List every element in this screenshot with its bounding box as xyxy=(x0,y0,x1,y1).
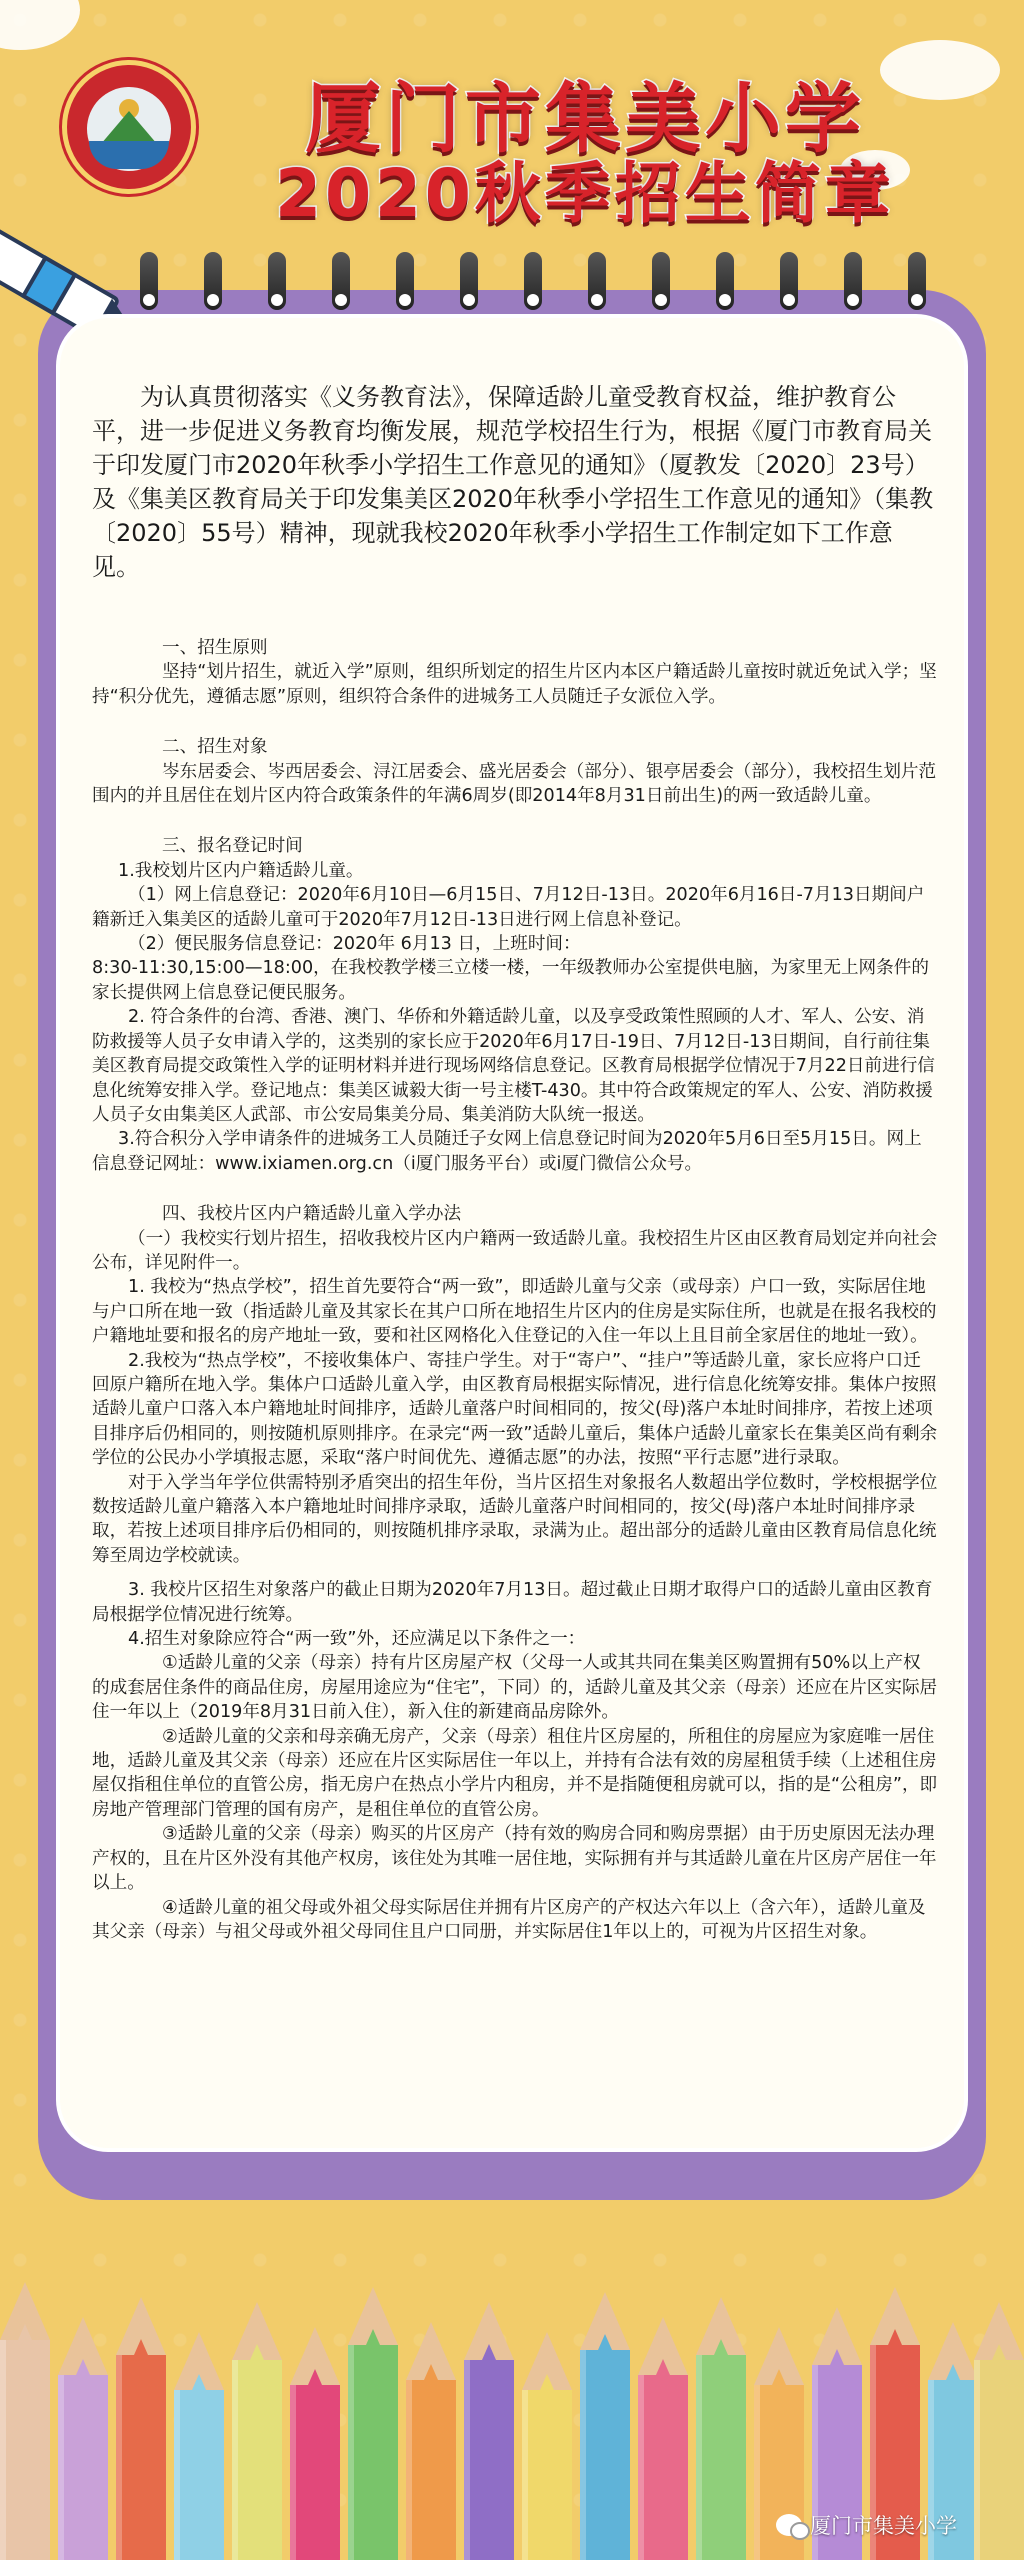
wechat-icon xyxy=(776,2514,802,2536)
page-title: 厦门市集美小学 xyxy=(305,74,865,163)
section-paragraph: ②适龄儿童的父亲和母亲确无房产，父亲（母亲）租住片区房屋的，所租住的房屋应为家庭唯一居住地，适龄儿童及其父亲（母亲）还应在片区实际居住一年以上，并持有合法有效的房屋租赁手续（上述租住房屋仅指租住单位的直管公房，指无房户在热点小学片内租房，并不是指随便租房就可以，指的是“公租房”，即房地产管理部门管理的国有房产，是租住单位的直管公房。 xyxy=(92,1726,938,1820)
section-title: 四、我校片区内户籍适龄儿童入学办法 xyxy=(162,1204,462,1225)
section-title: 二、招生对象 xyxy=(162,737,268,758)
watermark-text: 厦门市集美小学 xyxy=(810,2514,957,2538)
page-subtitle: 2020秋季招生简章 xyxy=(275,155,895,232)
section-title: 一、招生原则 xyxy=(162,638,268,658)
section-paragraph: 3.符合积分入学申请条件的进城务工人员随迁子女网上信息登记时间为2020年5月6日至5月15日。网上信息登记网址：www.ixiamen.org.cn（i厦门服务平台）或i厦门微信公众号。 xyxy=(92,1129,922,1174)
section-paragraph: 坚持“划片招生，就近入学”原则，组织所划定的招生片区内本区户籍适龄儿童按时就近免试入学；坚持“积分优先，遵循志愿”原则，组织符合条件的进城务工人员随迁子女派位入学。 xyxy=(92,662,937,707)
wechat-watermark xyxy=(776,2510,957,2540)
section-paragraph: （1）网上信息登记：2020年6月10日—6月15日、7月12日-13日。2020年6月16日-7月13日期间户籍新迁入集美区的适龄儿童可于2020年7月12日-13日进行网上信息补登记。 xyxy=(92,885,925,930)
section-paragraph: 8:30-11:30,15:00—18:00，在我校教学楼三立楼一楼，一年级教师办公室提供电脑，为家里无上网条件的家长提供网上信息登记便民服务。 xyxy=(92,958,929,1003)
school-logo xyxy=(62,60,196,194)
section-paragraph: ①适龄儿童的父亲（母亲）持有片区房屋产权（父母一人或其共同在集美区购置拥有50%以上产权的成套居住条件的商品住房，房屋用途应为“住宅”，下同）的，适龄儿童及其父亲（母亲）还应在片区实际居住一年以上（2019年8月31日前入住），新入住的新建商品房除外。 xyxy=(92,1653,938,1723)
section-paragraph: 对于入学当年学位供需特别矛盾突出的招生年份，当片区招生对象报名人数超出学位数时，学校根据学位数按适龄儿童户籍落入本户籍地址时间排序录取，适龄儿童落户时间相同的，按父(母)落户本址时间排序录取，若按上述项目排序后仍相同的，则按随机排序录取，录满为止。超出部分的适龄儿童由区教育局信息化统筹至周边学校就读。 xyxy=(92,1472,938,1566)
section-paragraph: ③适龄儿童的父亲（母亲）购买的片区房产（持有效的购房合同和购房票据）由于历史原因无法办理产权的，且在片区外没有其他产权房，该住处为其唯一居住地，实际拥有并与其适龄儿童在片区房产居住一年以上。 xyxy=(92,1824,937,1894)
section-paragraph: 2.我校为“热点学校”，不接收集体户、寄挂户学生。对于“寄户”、“挂户”等适龄儿童，家长应将户口迁回原户籍所在地入学。集体户口适龄儿童入学，由区教育局根据实际情况，进行信息化统筹安排。集体户按照适龄儿童户口落入本户籍地址时间排序，适龄儿童落户时间相同的，按父(母)落户本址时间排序，若按上述项目排序后仍相同的，则按随机原则排序。在录完“两一致”适龄儿童后，集体户适龄儿童家长在集美区尚有剩余学位的公民办小学填报志愿，采取“落户时间优先、遵循志愿”的办法，按照“平行志愿”进行录取。 xyxy=(92,1350,938,1469)
section-paragraph: 4.招生对象除应符合“两一致”外，还应满足以下条件之一： xyxy=(128,1629,586,1650)
section-admission-method xyxy=(92,1202,938,1944)
section-paragraph: （一）我校实行划片招生，招收我校片区内户籍两一致适龄儿童。我校招生片区由区教育局划定并向社会公布，详见附件一。 xyxy=(92,1228,938,1273)
section-paragraph: 3. 我校片区招生对象落户的截止日期为2020年7月13日。超过截止日期才取得户口的适龄儿童由区教育局根据学位情况进行统筹。 xyxy=(92,1580,933,1625)
section-paragraph: 2. 符合条件的台湾、香港、澳门、华侨和外籍适龄儿童，以及享受政策性照顾的人才、军人、公安、消防救援等人员子女申请入学的，这类别的家长应于2020年6月17日-19日、7月12日-13日期间，自行前往集美区教育局提交政策性入学的证明材料并进行现场网络信息登记。区教育局根据学位情况于7月22日前进行信息化统筹安排入学。登记地点：集美区诚毅大街一号主楼T-430。其中符合政策规定的军人、公安、消防救援人员子女由集美区人武部、市公安局集美分局、集美消防大队统一报送。 xyxy=(92,1007,935,1125)
section-enrollment-principle xyxy=(92,636,938,709)
section-title: 三、报名登记时间 xyxy=(162,836,303,857)
section-registration-time xyxy=(92,834,938,1176)
section-paragraph: 1.我校划片区内户籍适龄儿童。 xyxy=(118,860,364,881)
section-paragraph: 1. 我校为“热点学校”，招生首先要符合“两一致”，即适龄儿童与父亲（或母亲）户口一致，实际居住地与户口所在地一致（指适龄儿童及其家长在其户口所在地招生片区内的住房是实际住所，也就是在报名我校的户籍地址要和报名的房产地址一致，要和社区网格化入住登记的入住一年以上且目前全家居住的地址一致）。 xyxy=(92,1277,937,1347)
article-body xyxy=(92,380,938,1944)
section-paragraph: ④适龄儿童的祖父母或外祖父母实际居住并拥有片区房产的产权达六年以上（含六年），适龄儿童及其父亲（母亲）与祖父母或外祖父母同住且户口同册，并实际居住1年以上的，可视为片区招生对象。 xyxy=(92,1897,926,1942)
section-paragraph: 岑东居委会、岑西居委会、浔江居委会、盛光居委会（部分）、银亭居委会（部分），我校招生划片范围内的并且居住在划片区内符合政策条件的年满6周岁(即2014年8月31日前出生)的两一致适龄儿童。 xyxy=(92,761,937,807)
intro-paragraph: 为认真贯彻落实《义务教育法》，保障适龄儿童受教育权益，维护教育公平，进一步促进义务教育均衡发展，规范学校招生行为，根据《厦门市教育局关于印发厦门市2020年秋季小学招生工作意见的通知》（厦教发〔2020〕23号）及《集美区教育局关于印发集美区2020年秋季小学招生工作意见的通知》（集教〔2020〕55号）精神，现就我校2020年秋季小学招生工作制定如下工作意见。 xyxy=(92,383,934,581)
section-paragraph: （2）便民服务信息登记：2020年 6月13 日，上班时间： xyxy=(128,934,581,955)
section-enrollment-target xyxy=(92,735,938,808)
notebook-rings xyxy=(140,252,960,312)
